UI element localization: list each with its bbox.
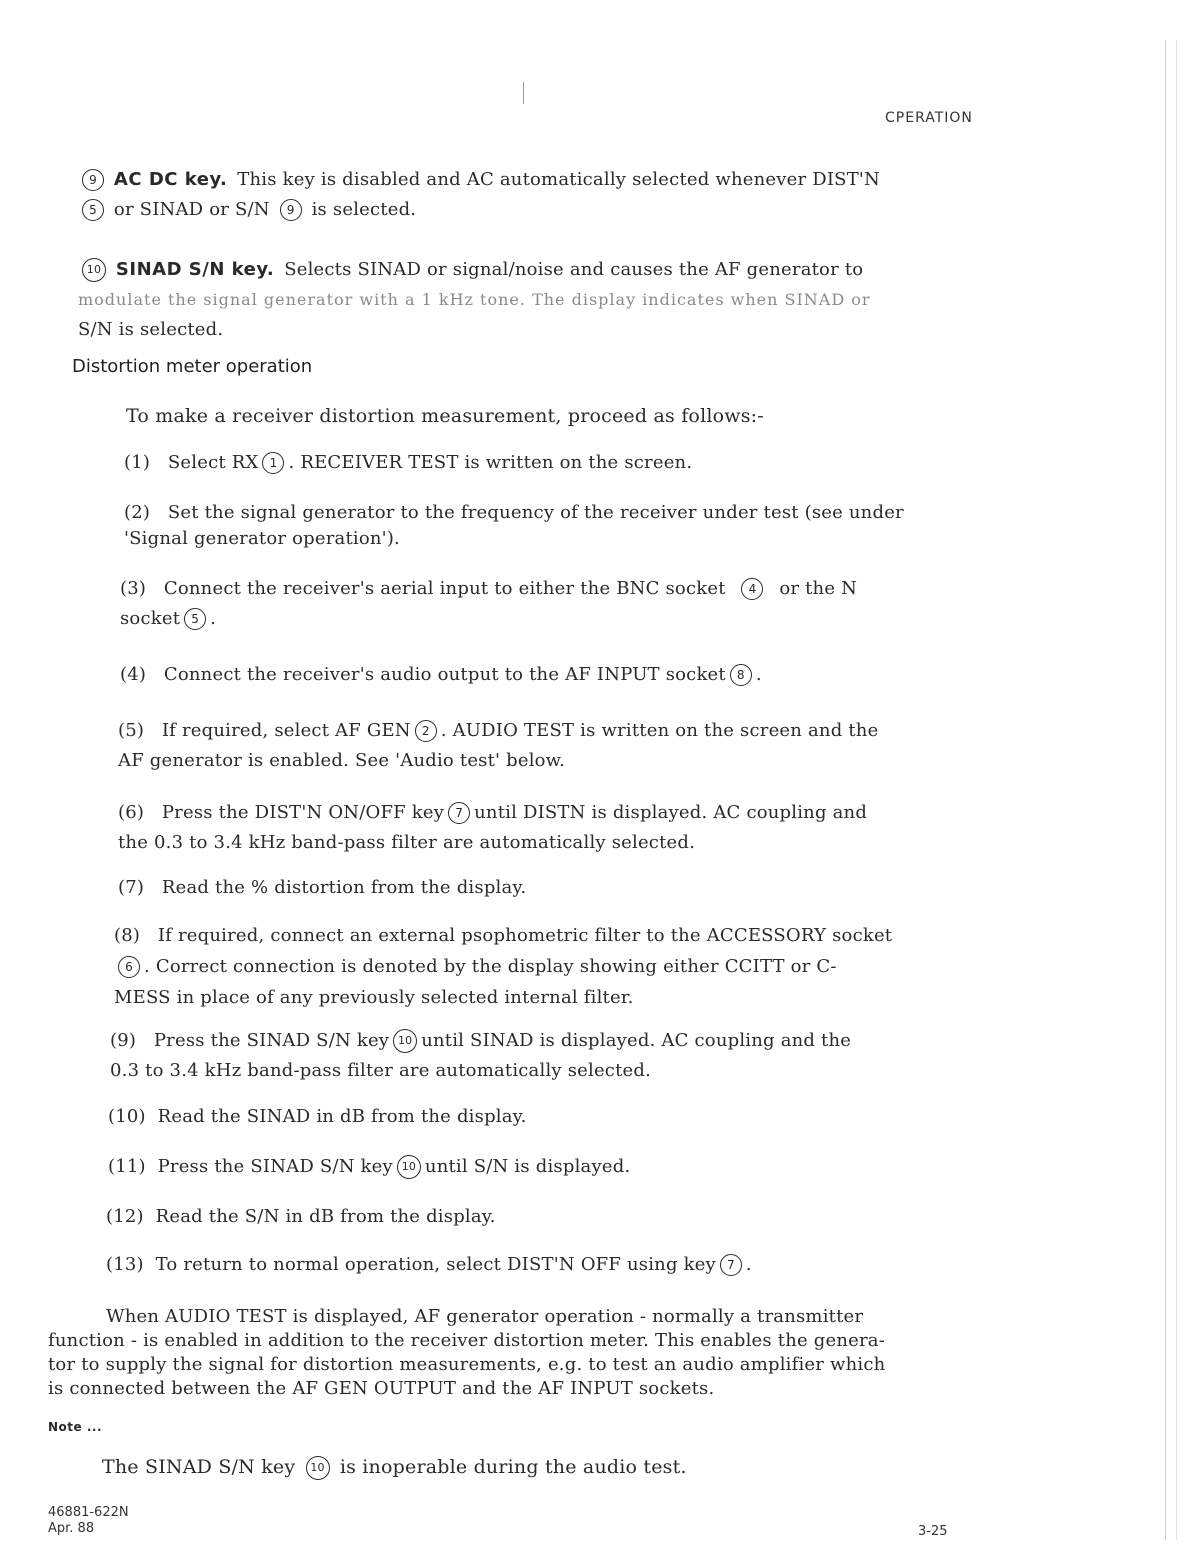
key-9-text-1: This key is disabled and AC automatically selected whenever DIST'N — [237, 169, 880, 190]
step-11-number: (11) — [108, 1156, 146, 1177]
ref-7-callout: 7 — [448, 802, 470, 824]
step-1-text-b: . RECEIVER TEST is written on the screen. — [288, 452, 693, 473]
ref-5-callout-b: 5 — [184, 608, 206, 630]
paragraph-line-2: function - is enabled in addition to the receiver distortion meter. This enables the genera- — [48, 1330, 886, 1351]
step-13 — [106, 1250, 976, 1280]
paragraph-line-1: When AUDIO TEST is displayed, AF generator operation - normally a transmitter — [106, 1306, 864, 1327]
step-12-number: (12) — [106, 1206, 144, 1227]
key-10-callout: 10 — [82, 258, 106, 282]
step-4-number: (4) — [120, 664, 147, 685]
scan-mark-top — [523, 82, 524, 104]
step-5-text-a: If required, select AF GEN — [161, 720, 411, 741]
ref-1-callout: 1 — [262, 452, 284, 474]
step-9-text-a: Press the SINAD S/N key — [153, 1030, 390, 1051]
step-8-text-b: . Correct connection is denoted by the display showing either CCITT or C- — [144, 956, 837, 977]
key-9-title: AC DC key. — [113, 169, 228, 190]
step-3 — [120, 574, 990, 634]
ref-10-callout: 10 — [393, 1029, 417, 1053]
ref-2-callout: 2 — [415, 720, 437, 742]
key-9-callout: 9 — [82, 169, 104, 191]
ref-6-callout: 6 — [118, 956, 140, 978]
ref-7-callout-b: 7 — [720, 1254, 742, 1276]
step-11-text-b: until S/N is displayed. — [424, 1156, 631, 1177]
ref-10-callout-c: 10 — [306, 1456, 330, 1480]
step-7 — [118, 873, 988, 903]
key-10-text-1: Selects SINAD or signal/noise and causes the AF generator to — [284, 259, 864, 280]
step-11 — [108, 1152, 978, 1182]
step-9-number: (9) — [110, 1030, 137, 1051]
step-3-text-a: Connect the receiver's aerial input to either the BNC socket — [163, 578, 726, 599]
section-heading: Distortion meter operation — [72, 356, 313, 377]
step-13-number: (13) — [106, 1254, 144, 1275]
ref-4-callout: 4 — [741, 578, 763, 600]
step-10-number: (10) — [108, 1106, 146, 1127]
step-1 — [124, 448, 994, 478]
footer-date: Apr. 88 — [48, 1521, 95, 1536]
step-9-text-b: until SINAD is displayed. AC coupling and the — [421, 1030, 852, 1051]
step-2-number: (2) — [124, 502, 151, 523]
step-6-text-c: the 0.3 to 3.4 kHz band-pass filter are automatically selected. — [118, 832, 696, 853]
step-4-text-b: . — [755, 664, 762, 685]
step-8-text-a: If required, connect an external psophometric filter to the ACCESSORY socket — [157, 925, 893, 946]
footer-page-number: 3-25 — [918, 1524, 948, 1539]
footer-doc-info — [48, 1505, 129, 1537]
step-6-text-b: until DISTN is displayed. AC coupling and — [474, 802, 868, 823]
note-label: Note ... — [48, 1420, 103, 1434]
step-6-number: (6) — [118, 802, 145, 823]
ref-8-callout: 8 — [730, 664, 752, 686]
step-8-text-c: MESS in place of any previously selected internal filter. — [114, 987, 634, 1008]
step-3-text-c: socket — [120, 608, 181, 629]
step-7-number: (7) — [118, 877, 145, 898]
ref-10-callout-b: 10 — [397, 1155, 421, 1179]
scan-edge-rail — [1165, 40, 1177, 1540]
key-10-title: SINAD S/N key. — [115, 259, 275, 280]
step-10-text-a: Read the SINAD in dB from the display. — [157, 1106, 527, 1127]
note-text-a: The SINAD S/N key — [102, 1456, 296, 1478]
key-9-text-2a: or SINAD or S/N — [113, 199, 270, 220]
step-13-text-a: To return to normal operation, select DIST'N OFF using key — [155, 1254, 716, 1275]
step-13-text-b: . — [745, 1254, 752, 1275]
step-11-text-a: Press the SINAD S/N key — [157, 1156, 393, 1177]
step-6 — [118, 798, 988, 858]
step-12-text-a: Read the S/N in dB from the display. — [155, 1206, 496, 1227]
ref-5-callout: 5 — [82, 199, 104, 221]
step-1-text-a: Select RX — [167, 452, 259, 473]
step-2-text-b: 'Signal generator operation'). — [124, 528, 400, 549]
key-9-description — [78, 165, 998, 225]
step-8 — [114, 920, 984, 1013]
step-5-number: (5) — [118, 720, 145, 741]
step-7-text-a: Read the % distortion from the display. — [161, 877, 527, 898]
step-9 — [110, 1026, 980, 1086]
key-10-text-2: modulate the signal generator with a 1 kHz tone. The display indicates when SINAD or — [78, 290, 871, 309]
step-4 — [120, 660, 990, 690]
key-10-description — [78, 255, 998, 345]
step-5 — [118, 716, 988, 776]
step-2 — [124, 500, 994, 552]
footer-doc-number: 46881-622N — [48, 1505, 129, 1520]
step-4-text-a: Connect the receiver's audio output to the AF INPUT socket — [163, 664, 726, 685]
ref-9-callout: 9 — [280, 199, 302, 221]
step-5-text-c: AF generator is enabled. See 'Audio test' below. — [118, 750, 566, 771]
step-12 — [106, 1202, 976, 1232]
step-1-number: (1) — [124, 452, 151, 473]
step-3-text-b: or the N — [779, 578, 858, 599]
note-text — [102, 1452, 687, 1482]
intro-text: To make a receiver distortion measurement, proceed as follows:- — [126, 405, 764, 427]
step-9-text-c: 0.3 to 3.4 kHz band-pass filter are automatically selected. — [110, 1060, 652, 1081]
paragraph-line-4: is connected between the AF GEN OUTPUT and the AF INPUT sockets. — [48, 1378, 715, 1399]
step-8-number: (8) — [114, 925, 141, 946]
step-3-number: (3) — [120, 578, 147, 599]
note-text-b: is inoperable during the audio test. — [339, 1456, 687, 1478]
step-10 — [108, 1102, 978, 1132]
key-10-text-3: S/N is selected. — [78, 319, 224, 340]
step-6-text-a: Press the DIST'N ON/OFF key — [161, 802, 445, 823]
key-9-text-2b: is selected. — [311, 199, 417, 220]
step-5-text-b: . AUDIO TEST is written on the screen and the — [440, 720, 879, 741]
running-header: CPERATION — [885, 110, 973, 126]
step-2-text-a: Set the signal generator to the frequency of the receiver under test (see under — [167, 502, 904, 523]
step-3-text-d: . — [210, 608, 217, 629]
paragraph-line-3: tor to supply the signal for distortion measurements, e.g. to test an audio amplifier which — [48, 1354, 886, 1375]
audio-test-paragraph — [48, 1305, 978, 1401]
